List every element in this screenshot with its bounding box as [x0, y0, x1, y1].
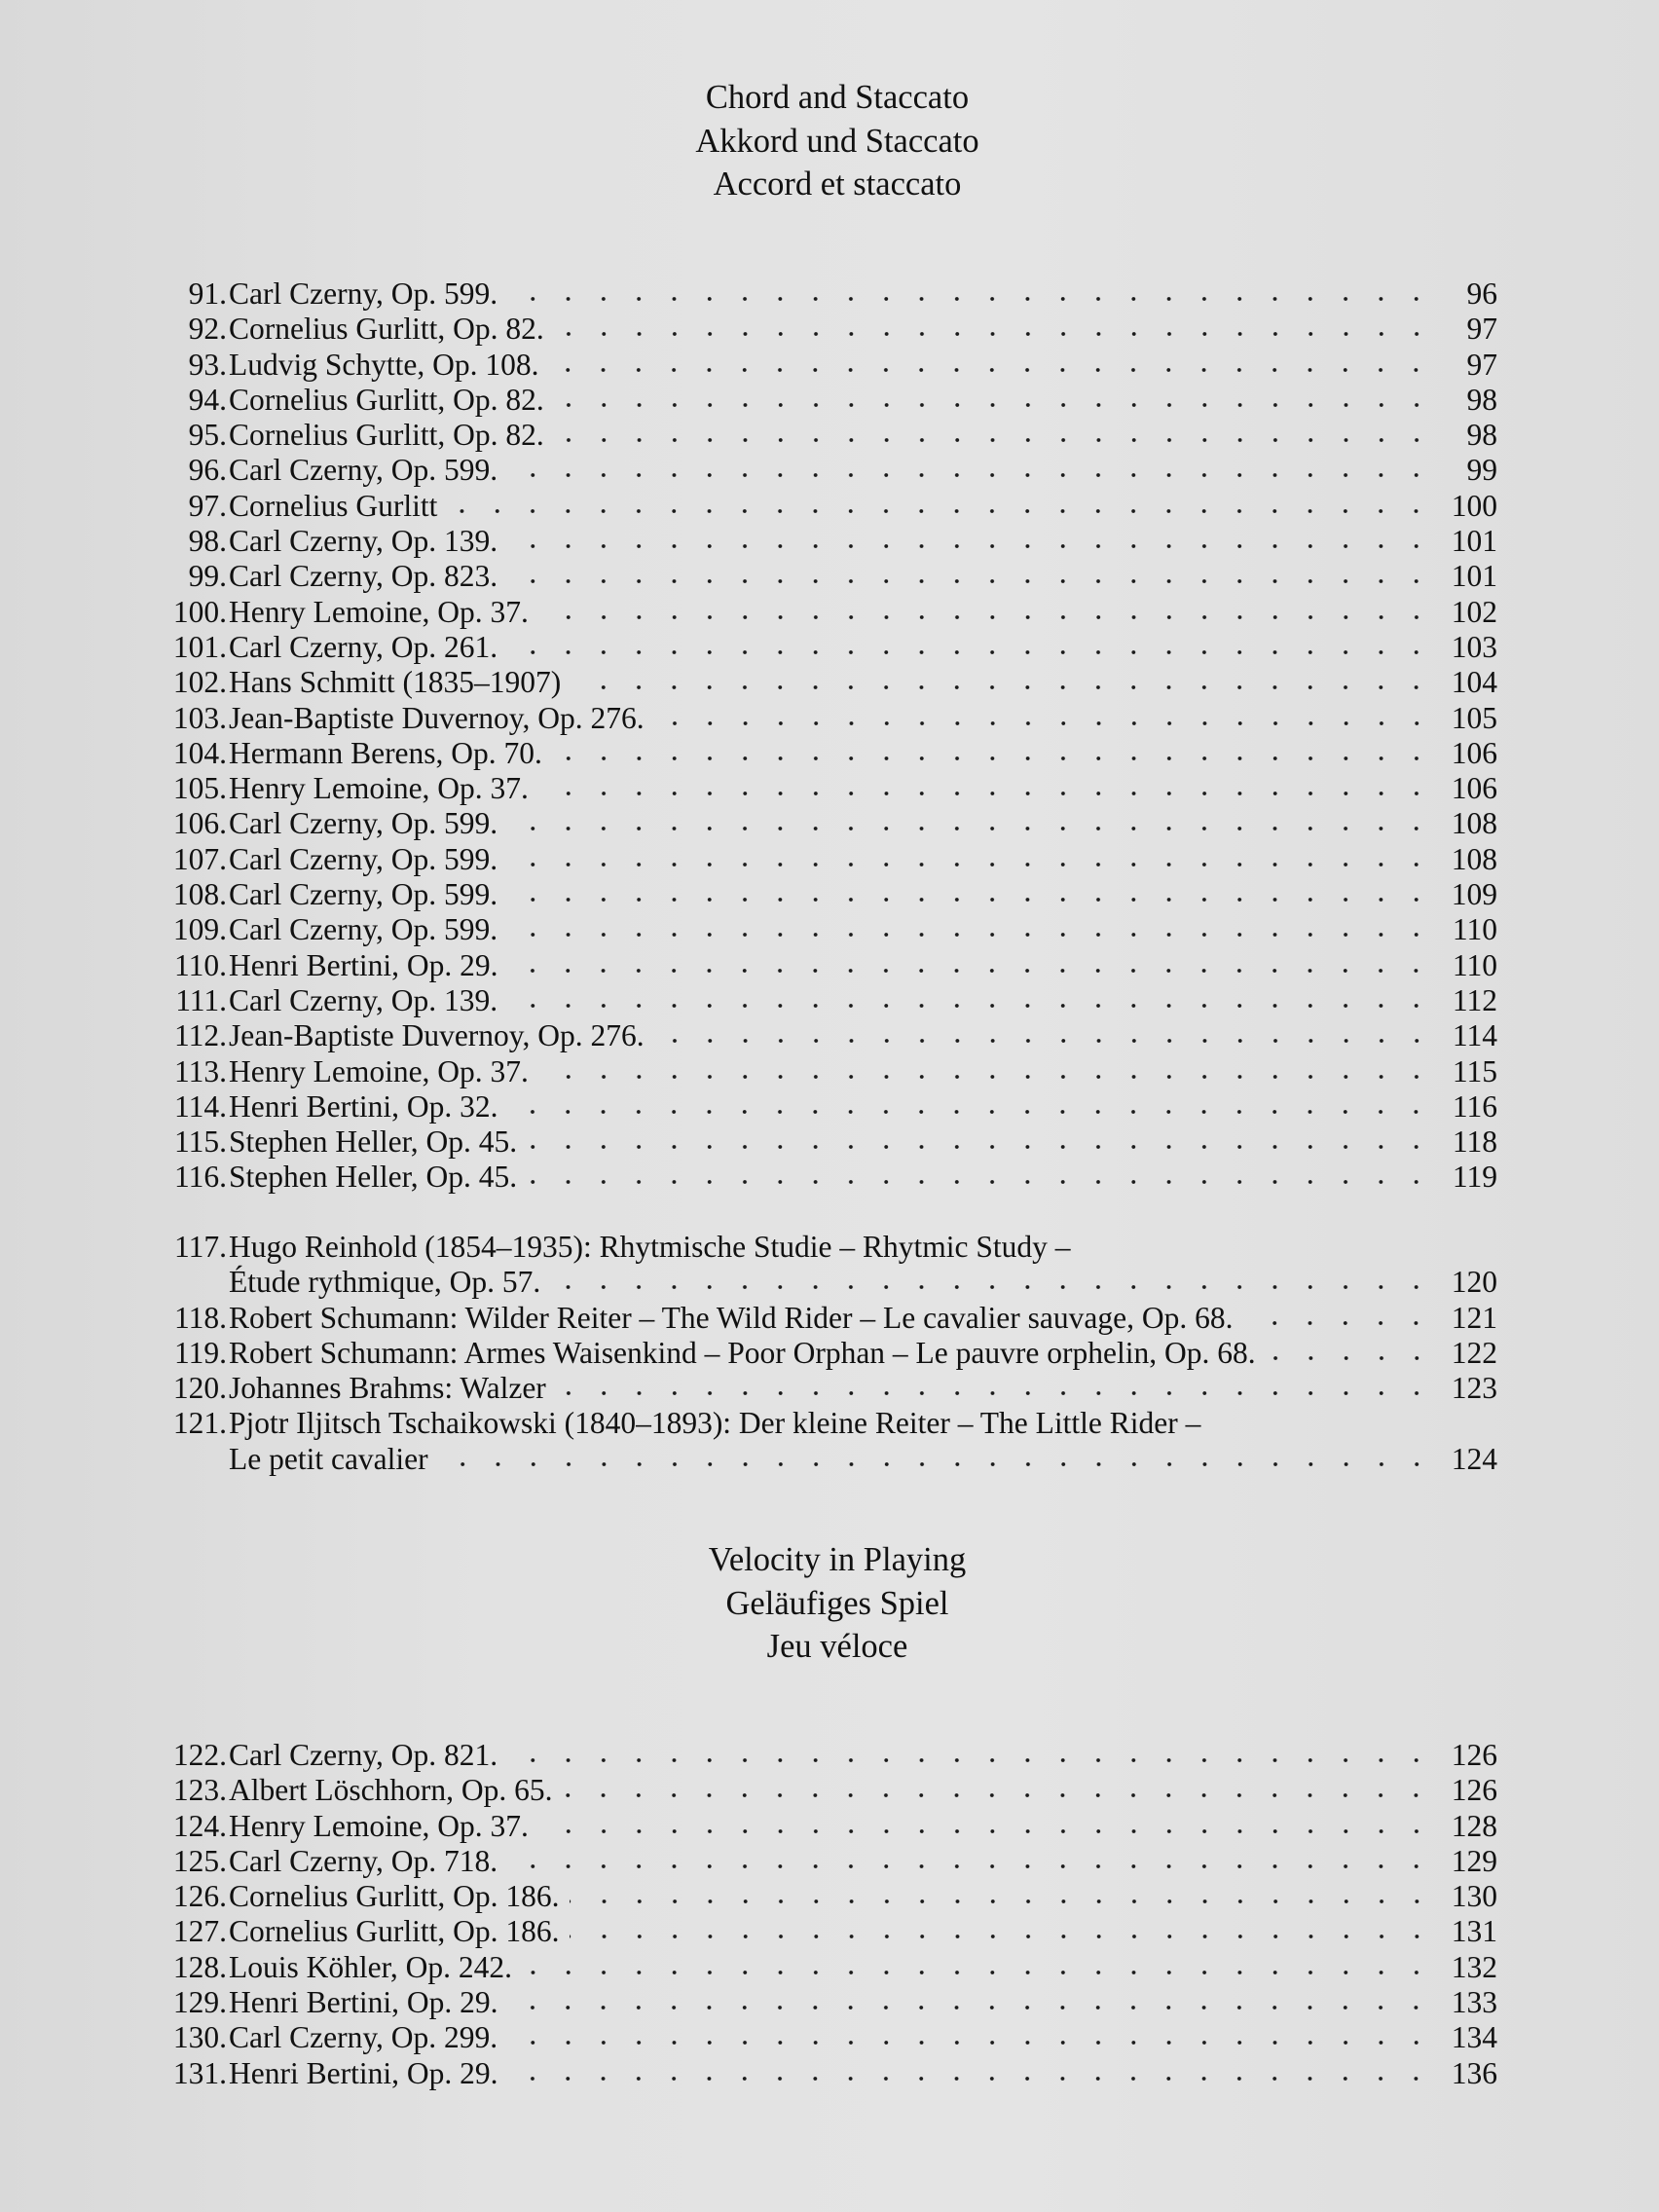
- entry-page-number: 134: [1451, 2020, 1497, 2055]
- entry-number: 98.: [188, 524, 227, 559]
- entry-title: Carl Czerny, Op. 821.: [229, 1738, 498, 1772]
- entry-page-number: 102: [1451, 594, 1497, 629]
- entry-number: 122.: [172, 1738, 227, 1772]
- entry-page-number: 123: [1451, 1371, 1497, 1406]
- entry-number: 107.: [172, 841, 227, 876]
- entry-page-number: 120: [1451, 1265, 1497, 1300]
- toc-entry: [146, 383, 1497, 418]
- dot-leader: [1242, 1309, 1434, 1328]
- dot-leader: [507, 567, 1434, 586]
- entry-title: Louis Köhler, Op. 242.: [229, 1949, 512, 1984]
- toc-entry: [146, 1018, 1497, 1053]
- entry-page-number: 108: [1451, 806, 1497, 841]
- entry-number: 95.: [188, 418, 227, 453]
- entry-page-number: 101: [1451, 559, 1497, 594]
- entry-title: Hugo Reinhold (1854–1935): Rhytmische Studie – Rhytmic Study –: [229, 1230, 1071, 1264]
- entry-number: 113.: [174, 1053, 227, 1088]
- entry-title: Carl Czerny, Op. 599.: [229, 877, 498, 912]
- entry-number: 103.: [172, 700, 227, 735]
- toc-entry: [146, 983, 1497, 1018]
- entry-title: Carl Czerny, Op. 718.: [229, 1843, 498, 1878]
- heading-fr: Jeu véloce: [766, 1628, 908, 1665]
- entry-page-number: 108: [1451, 841, 1497, 876]
- heading-fr: Accord et staccato: [713, 166, 962, 203]
- entry-number: 100.: [172, 594, 227, 629]
- toc-entry: [146, 1879, 1497, 1914]
- dot-leader: [538, 1817, 1434, 1836]
- entry-title: Henri Bertini, Op. 32.: [229, 1088, 498, 1124]
- toc-entry: [146, 1442, 1497, 1477]
- entry-title: Étude rythmique, Op. 57.: [229, 1265, 541, 1300]
- dot-leader: [507, 885, 1434, 904]
- toc-entry: [146, 348, 1497, 383]
- dot-leader: [507, 532, 1434, 551]
- entry-title: Henry Lemoine, Op. 37.: [229, 594, 529, 629]
- toc-entry: [146, 524, 1497, 559]
- entry-number: 99.: [188, 559, 227, 594]
- entry-number: 92.: [188, 312, 227, 347]
- entry-page-number: 96: [1466, 276, 1497, 311]
- entry-title: Cornelius Gurlitt, Op. 186.: [229, 1914, 560, 1949]
- dot-leader: [527, 1132, 1434, 1152]
- entry-title: Le petit cavalier: [229, 1441, 428, 1476]
- entry-page-number: 128: [1451, 1808, 1497, 1843]
- dot-leader: [654, 1026, 1434, 1046]
- toc-entry: [146, 418, 1497, 453]
- entry-title: Henry Lemoine, Op. 37.: [229, 771, 529, 806]
- toc-entry: [146, 1265, 1497, 1300]
- entry-title: Ludvig Schytte, Op. 108.: [229, 347, 539, 382]
- entry-title: Carl Czerny, Op. 599.: [229, 806, 498, 841]
- dot-leader: [507, 991, 1434, 1011]
- dot-leader: [507, 461, 1434, 480]
- dot-leader: [507, 284, 1434, 304]
- entry-number: 117.: [174, 1230, 227, 1264]
- entry-page-number: 98: [1466, 418, 1497, 453]
- toc-entry: [146, 1950, 1497, 1985]
- dot-leader: [507, 2064, 1434, 2083]
- dot-leader: [507, 814, 1434, 833]
- toc-entry: [146, 276, 1497, 312]
- entry-page-number: 104: [1451, 665, 1497, 700]
- entry-page-number: 122: [1451, 1335, 1497, 1370]
- heading-en: Chord and Staccato: [705, 79, 970, 116]
- entry-number: 91.: [188, 276, 227, 311]
- entry-number: 120.: [172, 1371, 227, 1406]
- dot-leader: [562, 1781, 1434, 1800]
- toc-entry: [146, 1738, 1497, 1773]
- toc-entry: [146, 665, 1497, 700]
- entry-page-number: 110: [1452, 947, 1497, 982]
- toc-entry: [146, 1371, 1497, 1406]
- toc-entry: [146, 1985, 1497, 2020]
- toc-entry: [146, 806, 1497, 841]
- entry-number: 121.: [172, 1406, 227, 1441]
- entry-title: Cornelius Gurlitt, Op. 186.: [229, 1879, 560, 1914]
- toc-entry: [146, 453, 1497, 488]
- entry-page-number: 136: [1451, 2055, 1497, 2090]
- entry-number: 101.: [172, 629, 227, 664]
- dot-leader: [447, 497, 1434, 516]
- dot-leader: [507, 1852, 1434, 1871]
- toc-entry: [146, 559, 1497, 594]
- toc-entry: [146, 2020, 1497, 2055]
- entry-title: Robert Schumann: Wilder Reiter – The Wild Rider – Le cavalier sauvage, Op. 68.: [229, 1300, 1234, 1335]
- toc-entry: [146, 1230, 1497, 1265]
- entry-title: Hermann Berens, Op. 70.: [229, 735, 542, 770]
- entry-number: 96.: [188, 453, 227, 488]
- toc-entry: [146, 1124, 1497, 1160]
- entry-title: Henry Lemoine, Op. 37.: [229, 1808, 529, 1843]
- entry-number: 131.: [172, 2055, 227, 2090]
- entry-title: Albert Löschhorn, Op. 65.: [229, 1773, 553, 1808]
- entry-page-number: 97: [1466, 347, 1497, 382]
- entry-page-number: 106: [1451, 735, 1497, 770]
- entry-page-number: 124: [1451, 1441, 1497, 1476]
- toc-entry: [146, 312, 1497, 347]
- entry-number: 93.: [188, 347, 227, 382]
- dot-leader: [507, 1097, 1434, 1117]
- entry-title: Cornelius Gurlitt, Op. 82.: [229, 312, 544, 347]
- toc-entry: [146, 771, 1497, 806]
- entry-number: 97.: [188, 488, 227, 523]
- entry-page-number: 129: [1451, 1843, 1497, 1878]
- entry-number: 128.: [172, 1949, 227, 1984]
- entry-page-number: 119: [1452, 1160, 1497, 1195]
- section-heading-chord-staccato: [0, 76, 1659, 206]
- entry-page-number: 131: [1451, 1914, 1497, 1949]
- toc-list-chord-staccato: [146, 276, 1497, 1196]
- entry-page-number: 132: [1451, 1949, 1497, 1984]
- dot-leader: [507, 956, 1434, 976]
- entry-number: 118.: [174, 1300, 227, 1335]
- entry-page-number: 106: [1451, 771, 1497, 806]
- dot-leader: [538, 1062, 1434, 1082]
- toc-entry: [146, 701, 1497, 736]
- dot-leader: [1266, 1344, 1434, 1363]
- toc-entry: [146, 1089, 1497, 1124]
- toc-entry: [146, 1054, 1497, 1089]
- entry-number: 110.: [174, 947, 227, 982]
- entry-title: Carl Czerny, Op. 599.: [229, 453, 498, 488]
- toc-list-additional-pieces: [146, 1230, 1497, 1477]
- entry-page-number: 115: [1452, 1053, 1497, 1088]
- entry-page-number: 126: [1451, 1773, 1497, 1808]
- dot-leader: [548, 355, 1434, 375]
- dot-leader: [507, 2028, 1434, 2047]
- dot-leader: [538, 603, 1434, 622]
- entry-title: Carl Czerny, Op. 599.: [229, 276, 498, 311]
- dot-leader: [570, 1922, 1435, 1941]
- entry-number: 127.: [172, 1914, 227, 1949]
- dot-leader: [522, 1958, 1434, 1977]
- entry-page-number: 118: [1452, 1124, 1497, 1160]
- dot-leader: [571, 673, 1434, 692]
- dot-leader: [527, 1167, 1434, 1187]
- entry-title: Carl Czerny, Op. 139.: [229, 982, 498, 1017]
- dot-leader: [654, 709, 1434, 728]
- toc-entry: [146, 1914, 1497, 1949]
- toc-list-velocity: [146, 1738, 1497, 2091]
- entry-title: Hans Schmitt (1835–1907): [229, 665, 562, 700]
- entry-number: 105.: [172, 771, 227, 806]
- dot-leader: [556, 1379, 1434, 1398]
- entry-number: 94.: [188, 382, 227, 417]
- entry-title: Henri Bertini, Op. 29.: [229, 1985, 498, 2020]
- entry-title: Jean-Baptiste Duvernoy, Op. 276.: [229, 1018, 645, 1053]
- toc-entry: [146, 877, 1497, 912]
- entry-page-number: 121: [1451, 1300, 1497, 1335]
- dot-leader: [438, 1450, 1434, 1469]
- entry-title: Stephen Heller, Op. 45.: [229, 1160, 518, 1195]
- entry-title: Henri Bertini, Op. 29.: [229, 2055, 498, 2090]
- entry-title: Carl Czerny, Op. 299.: [229, 2020, 498, 2055]
- entry-title: Carl Czerny, Op. 599.: [229, 912, 498, 947]
- entry-number: 129.: [172, 1985, 227, 2020]
- entry-title: Henri Bertini, Op. 29.: [229, 947, 498, 982]
- entry-number: 115.: [174, 1124, 227, 1160]
- entry-number: 108.: [172, 877, 227, 912]
- entry-title: Jean-Baptiste Duvernoy, Op. 276.: [229, 700, 645, 735]
- heading-de: Geläufiges Spiel: [725, 1584, 949, 1622]
- entry-page-number: 103: [1451, 629, 1497, 664]
- entry-number: 104.: [172, 735, 227, 770]
- entry-number: 102.: [172, 665, 227, 700]
- toc-entry: [146, 1844, 1497, 1879]
- dot-leader: [552, 744, 1434, 763]
- toc-entry: [146, 1809, 1497, 1844]
- dot-leader: [507, 1746, 1434, 1765]
- toc-entry: [146, 1160, 1497, 1195]
- entry-page-number: 101: [1451, 524, 1497, 559]
- entry-page-number: 114: [1452, 1018, 1497, 1053]
- entry-page-number: 97: [1466, 312, 1497, 347]
- entry-page-number: 99: [1466, 453, 1497, 488]
- heading-en: Velocity in Playing: [708, 1541, 967, 1578]
- entry-number: 125.: [172, 1843, 227, 1878]
- entry-number: 106.: [172, 806, 227, 841]
- dot-leader: [554, 390, 1434, 410]
- dot-leader: [554, 319, 1434, 339]
- toc-entry: [146, 595, 1497, 630]
- entry-title: Johannes Brahms: Walzer: [229, 1371, 546, 1406]
- heading-de: Akkord und Staccato: [695, 122, 979, 160]
- toc-entry: [146, 1406, 1497, 1441]
- entry-page-number: 109: [1451, 877, 1497, 912]
- entry-title: Carl Czerny, Op. 139.: [229, 524, 498, 559]
- dot-leader: [570, 1887, 1435, 1906]
- entry-page-number: 112: [1452, 982, 1497, 1017]
- entry-title: Cornelius Gurlitt, Op. 82.: [229, 382, 544, 417]
- dot-leader: [507, 1993, 1434, 2012]
- toc-entry: [146, 489, 1497, 524]
- entry-title: Pjotr Iljitsch Tschaikowski (1840–1893): Der kleine Reiter – The Little Rider –: [229, 1406, 1201, 1441]
- entry-page-number: 126: [1451, 1738, 1497, 1772]
- entry-number: 119.: [174, 1335, 227, 1370]
- entry-page-number: 105: [1451, 700, 1497, 735]
- toc-entry: [146, 1336, 1497, 1371]
- entry-number: 112.: [174, 1018, 227, 1053]
- entry-title: Cornelius Gurlitt, Op. 82.: [229, 418, 544, 453]
- toc-entry: [146, 1301, 1497, 1336]
- dot-leader: [550, 1272, 1434, 1292]
- entry-page-number: 98: [1466, 382, 1497, 417]
- entry-page-number: 110: [1452, 912, 1497, 947]
- entry-title: Carl Czerny, Op. 261.: [229, 629, 498, 664]
- toc-entry: [146, 842, 1497, 877]
- entry-number: 109.: [172, 912, 227, 947]
- toc-entry: [146, 912, 1497, 947]
- entry-number: 126.: [172, 1879, 227, 1914]
- entry-title: Carl Czerny, Op. 823.: [229, 559, 498, 594]
- dot-leader: [507, 920, 1434, 940]
- dot-leader: [507, 638, 1434, 657]
- toc-entry: [146, 630, 1497, 665]
- dot-leader: [507, 850, 1434, 869]
- entry-page-number: 100: [1451, 488, 1497, 523]
- entry-number: 130.: [172, 2020, 227, 2055]
- entry-title: Carl Czerny, Op. 599.: [229, 841, 498, 876]
- entry-page-number: 116: [1452, 1088, 1497, 1124]
- toc-entry: [146, 736, 1497, 771]
- entry-title: Cornelius Gurlitt: [229, 488, 438, 523]
- section-heading-velocity: [0, 1538, 1659, 1669]
- toc-entry: [146, 1773, 1497, 1808]
- toc-entry: [146, 948, 1497, 983]
- entry-number: 114.: [174, 1088, 227, 1124]
- entry-number: 123.: [172, 1773, 227, 1808]
- entry-title: Henry Lemoine, Op. 37.: [229, 1053, 529, 1088]
- entry-number: 124.: [172, 1808, 227, 1843]
- entry-title: Robert Schumann: Armes Waisenkind – Poor Orphan – Le pauvre orphelin, Op. 68.: [229, 1335, 1256, 1370]
- toc-entry: [146, 2056, 1497, 2091]
- entry-number: 111.: [175, 982, 227, 1017]
- entry-page-number: 130: [1451, 1879, 1497, 1914]
- entry-title: Stephen Heller, Op. 45.: [229, 1124, 518, 1160]
- dot-leader: [538, 779, 1434, 798]
- entry-number: 116.: [174, 1160, 227, 1195]
- dot-leader: [554, 425, 1434, 445]
- entry-page-number: 133: [1451, 1985, 1497, 2020]
